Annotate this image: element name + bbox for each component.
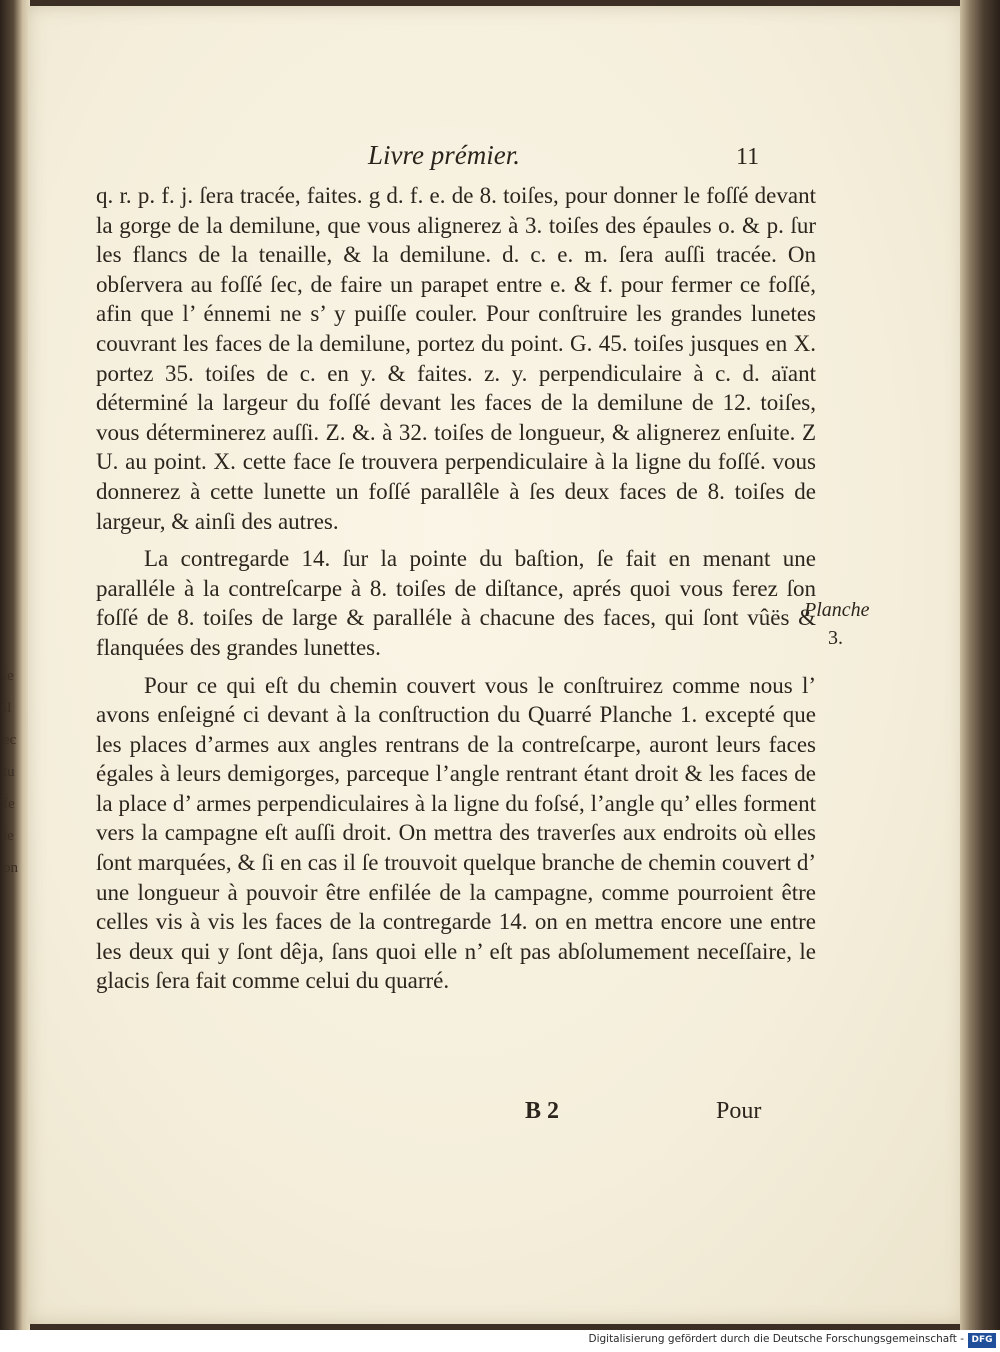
dfg-logo: DFG (968, 1333, 996, 1348)
margin-note-label: Planche (804, 599, 870, 621)
page-number: 11 (736, 144, 760, 170)
book-edge (960, 0, 1000, 1330)
facing-page-fragment: le (3, 828, 14, 844)
paragraph: q. r. p. f. j. ſera tracée, faites. g d. f. e. de 8. toiſes, pour donner le foſſé devant la gorge de la demilune, que vous alignerez à 3. toiſes des épaules o. & p. ſur les flancs de la tenaille, & la demilune. d. c. e. m. ſera auſſi tracée. On obſervera au foſſé ſec, de faire un parapet entre e. & f. pour fermer ce foſſé, afin que l’ énnemi ne s’ y puiſſe couler. Pour conſtruire les grandes lunetes couvrant les faces de la demilune, portez du point. G. 45. toiſes jusques en X. portez 35. toiſes de c. en y. & faites. z. y. perpendiculaire à c. d. aïant déterminé la largeur du foſſé devant les faces de la demilune de 12. toiſes, vous déterminerez auſſi. Z. &. à 32. toiſes de longueur, & alignerez enſuite. Z U. au point. X. cette face ſe trouvera perpendiculaire à la ligne du foſſé. vous donnerez à cette lunette un foſſé parallêle à ſes deux faces de 8. toiſes de largeur, & ainſi des autres. (96, 183, 816, 534)
running-title: Livre prémier. (368, 140, 520, 170)
facing-page-fragment: ec (3, 732, 17, 748)
facing-page-fragment: tu (3, 764, 15, 780)
margin-note-number: 3. (828, 627, 843, 649)
paragraph: Pour ce qui eſt du chemin couvert vous le conſtruirez comme nous l’ avons enſeigné ci devant à la conſtruction du Quarré Planche 1. excepté que les places d’armes aux angles rentrans de la contreſcarpe, auront leurs faces égales à leurs demigorges, parceque l’angle rentrant étant droit & les faces de la place d’ armes perpendiculaires à la ligne du foſsé, l’angle qu’ elles forment vers la campagne eſt auſſi droit. On mettra des traverſes aux endroits où elles ſont marquées, & ſi en cas il ſe trouvoit quelque branche de chemin couvert d’ une longueur à pouvoir être enfilée de la campagne, comme pourroient être celles vis à vis les faces de la contregarde 14. on en mettra encore une entre les deux qui y ſont dêja, ſans quoi elle n’ eſt pas abſolumement neceſſaire, le glacis ſera fait comme celui du quarré. (96, 672, 816, 994)
facing-page-fragment: fe (3, 796, 15, 812)
facing-page-fragment: il (3, 700, 12, 716)
body-text (96, 181, 816, 996)
facing-page-fragment: on (3, 860, 18, 876)
margin-note (804, 596, 904, 652)
footer-credit: Digitalisierung gefördert durch die Deutsche Forschungsgemeinschaft - (588, 1333, 964, 1345)
catchword: Pour (716, 1098, 762, 1124)
book-page (28, 6, 964, 1324)
signature-mark: B 2 (525, 1098, 560, 1124)
facing-page-edge (0, 0, 30, 1330)
paragraph: La contregarde 14. ſur la pointe du baſtion, ſe fait en menant une paralléle à la contreſcarpe à 8. toiſes de diſtance, aprés quoi vous ferez ſon foſſé de 8. toiſes de large & paralléle à chacune des faces, qui ſont vûës & flanquées des grandes lunettes. (96, 546, 816, 660)
facing-page-fragment: ie (3, 668, 14, 684)
running-head (368, 140, 768, 180)
digitization-footer (0, 1330, 1000, 1352)
